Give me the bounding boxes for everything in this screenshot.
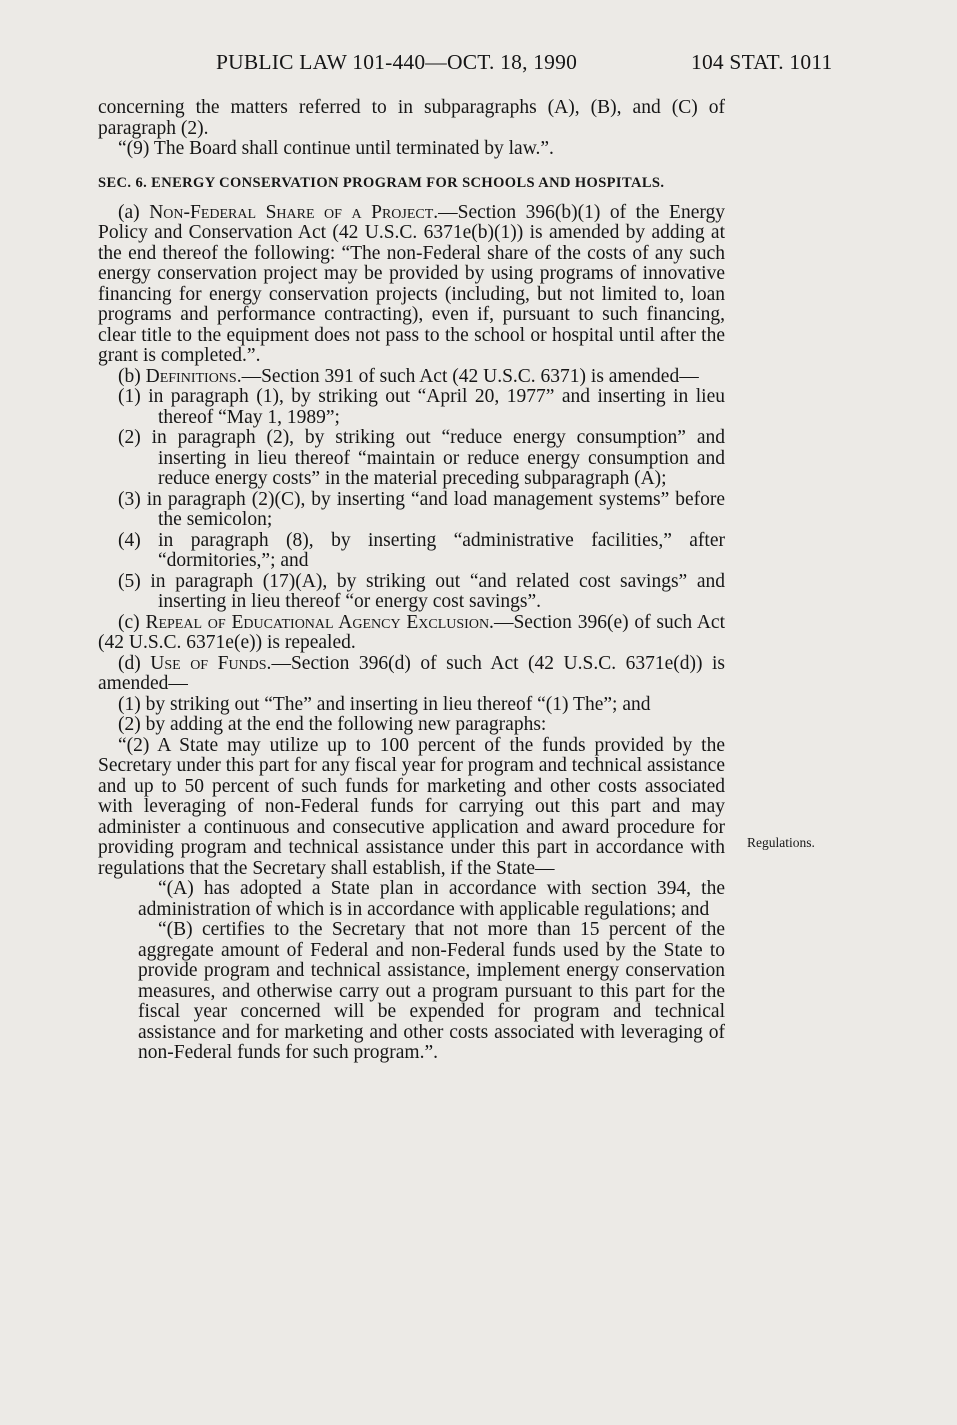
quoted-subparagraph-b: “(B) certifies to the Secretary that not more than 15 percent of the aggregate amount of Federal and non-Federal funds used by the State to provide program and technical assistance, implement energy conservation measures, and otherwise carry out a program pursuant to this part for the fiscal year concerned will be expended for program and technical assistance and for marketing and other costs associated with leveraging of non-Federal funds for such program.”. (138, 919, 725, 1063)
section-heading (98, 173, 725, 193)
subsection-d-label: (d) (118, 652, 141, 674)
subsection-c (98, 613, 725, 654)
section-number: SEC. 6. (98, 174, 148, 191)
paragraph-board-termination: “(9) The Board shall continue until terminated by law.”. (118, 138, 554, 159)
subsection-d-text: —Section 396(d) of such Act (42 U.S.C. 6371e(d)) is amended— (98, 652, 725, 694)
paragraph-b2: (2) in paragraph (2), by striking out “reduce energy consumption” and inserting in lieu thereof “maintain or reduce energy consumption and reduce energy costs” in the material preceding subparagraph (A); (118, 427, 725, 489)
subsection-a-label: (a) (118, 201, 140, 223)
subsection-d-heading: Use of Funds. (150, 652, 272, 674)
subsection-c-text: —Section 396(e) of such Act (42 U.S.C. 6371e(e)) is repealed. (98, 611, 726, 653)
subsection-b-heading: Definitions. (145, 365, 242, 387)
paragraph-b4: (4) in paragraph (8), by inserting “administrative facilities,” after “dormitories,”; and (118, 529, 725, 571)
section-title: ENERGY CONSERVATION PROGRAM FOR SCHOOLS AND HOSPITALS. (151, 174, 665, 191)
subsection-c-label: (c) (118, 611, 140, 633)
paragraph-d1: (1) by striking out “The” and inserting in lieu thereof “(1) The”; and (118, 693, 651, 715)
quoted-paragraph-2: “(2) A State may utilize up to 100 percent of the funds provided by the Secretary under this part for any fiscal year for program and technical assistance and up to 50 percent of such funds for marketing and other costs associated with leveraging of non-Federal funds for carrying out this part and may administer a continuous and consecutive application and award procedure for providing program and technical assistance under this part in accordance with regulations that the Secretary shall establish, if the State— (98, 734, 725, 879)
paragraph-b3: (3) in paragraph (2)(C), by inserting “and load management systems” before the semicolon; (118, 488, 725, 530)
subsection-a-text: —Section 396(b)(1) of the Energy Policy and Conservation Act (42 U.S.C. 6371e(b)(1)) is amended by adding at the end thereof the following: “The non-Federal share of the costs of any such energy conservation project may be provided by using programs of innovative financing for energy conservation projects (including, but not limited to, loan programs and performance contracting), even if, pursuant to such financing, clear title to the equipment does not pass to the school or hospital until after the grant is completed.”. (98, 201, 725, 366)
margin-note-regulations: Regulations. (747, 835, 815, 850)
subsection-a-heading: Non-Federal Share of a Project. (149, 201, 439, 223)
subsection-a (98, 203, 725, 367)
subsection-b-text: —Section 391 of such Act (42 U.S.C. 6371) is amended— (241, 365, 699, 387)
page-number-stat: 104 STAT. 1011 (691, 50, 833, 74)
subsection-d (98, 654, 725, 695)
subsection-b (98, 367, 725, 388)
paragraph-b5: (5) in paragraph (17)(A), by striking out “and related cost savings” and inserting in lieu thereof “or energy cost savings”. (118, 570, 725, 612)
document-body (98, 98, 725, 1064)
paragraph-d2: (2) by adding at the end the following new paragraphs: (118, 714, 547, 735)
quoted-subparagraph-a: “(A) has adopted a State plan in accordance with section 394, the administration of which is in accordance with applicable regulations; and (138, 878, 725, 920)
subsection-c-heading: Repeal of Educational Agency Exclusion. (145, 611, 494, 633)
paragraph-continuation: concerning the matters referred to in subparagraphs (A), (B), and (C) of paragraph (2). (98, 97, 725, 139)
paragraph-b1: (1) in paragraph (1), by striking out “April 20, 1977” and inserting in lieu thereof “May 1, 1989”; (118, 386, 725, 428)
subsection-b-label: (b) (118, 365, 141, 387)
running-header-title: PUBLIC LAW 101-440—OCT. 18, 1990 (216, 50, 578, 74)
